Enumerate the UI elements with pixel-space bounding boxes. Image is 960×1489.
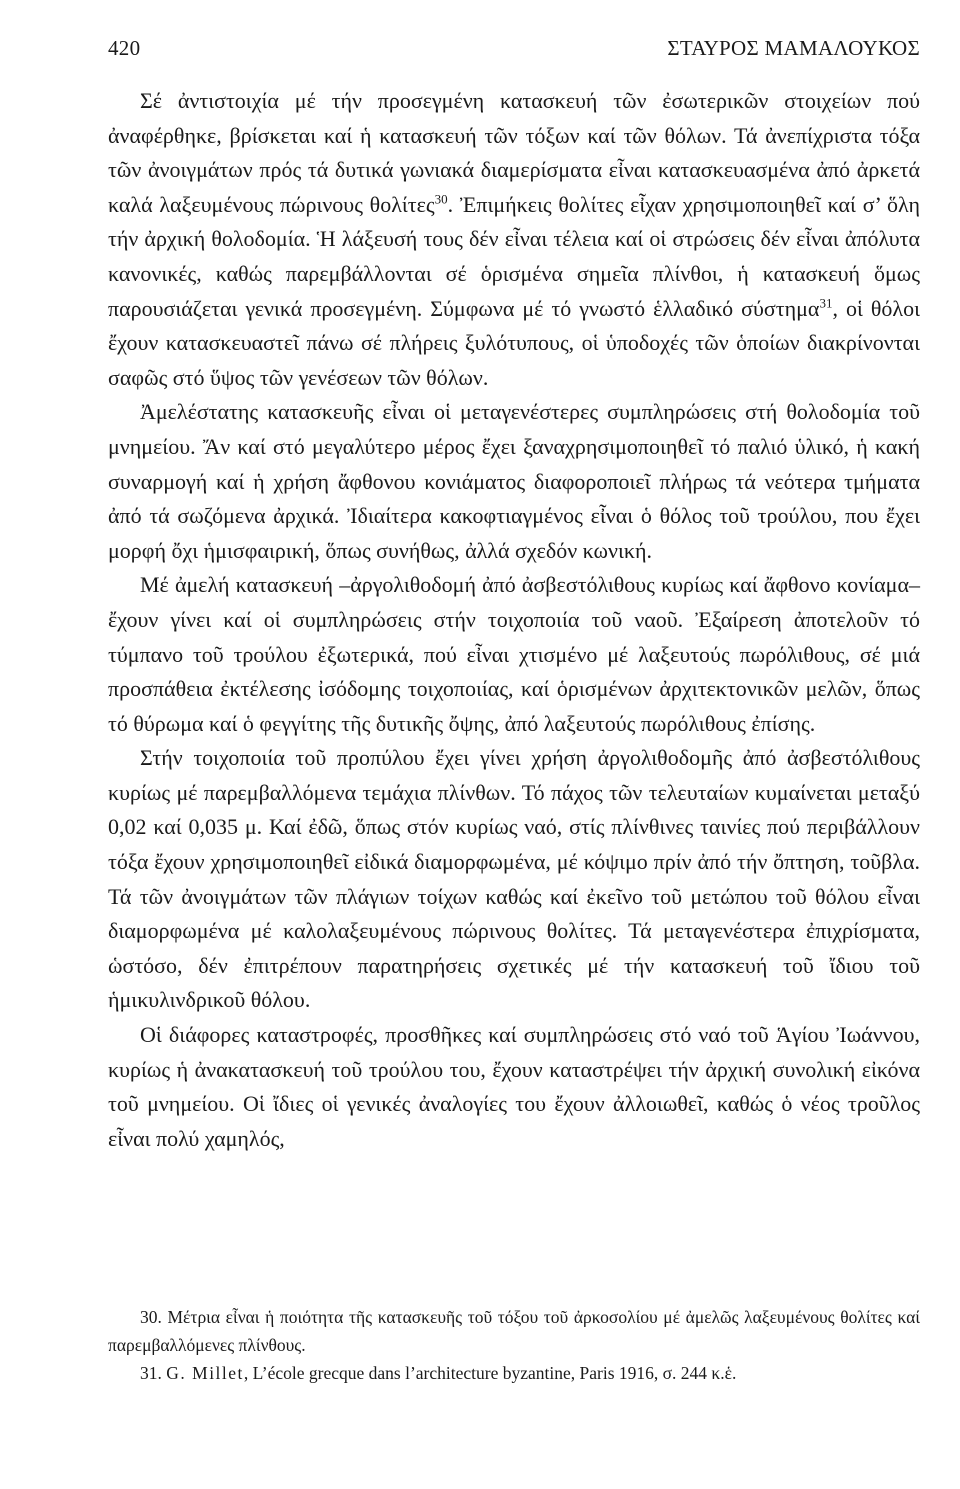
footnote-number: 30. <box>140 1307 162 1327</box>
footnote-number: 31. <box>140 1363 162 1383</box>
running-head <box>108 36 920 61</box>
page-number: 420 <box>108 36 141 60</box>
paragraph-text: Σέ ἀντιστοιχία μέ τήν προσεγμένη κατασκευή τῶν ἐσωτερικῶν στοιχείων πού ἀναφέρθηκε, βρίσκεται καί ἡ κατασκευή τῶν τόξων καί τῶν θόλων. Τά ἀνεπίχριστα τόξα τῶν ἀνοιγμάτων πρός τά δυτικά γωνιακά διαμερίσματα εἶναι κατασκευασμένα ἀπό ἀρκετά καλά λαξευμένους πώρινους θολίτες <box>108 88 920 217</box>
paragraph-2: Ἀμελέστατης κατασκευῆς εἶναι οἱ μεταγενέστερες συμπληρώσεις στή θολοδομία τοῦ μνημείου. Ἄν καί στό μεγαλύτερο μέρος ἔχει ξαναχρησιμοποιηθεῖ τό παλιό ὑλικό, ἡ κακή συναρμογή καί ἡ χρήση ἄφθονου κονιάματος διαφοροποιεῖ πλήρως τά νεότερα τμήματα ἀπό τά σωζόμενα ἀρχικά. Ἰδιαίτερα κακοφτιαγμένος εἶναι ὁ θόλος τοῦ τρούλου, που ἔχει μορφή ὄχι ἡμισφαιρική, ὅπως συνήθως, ἀλλά σχεδόν κωνική. <box>108 399 920 563</box>
footnotes <box>108 1303 920 1387</box>
running-title: ΣΤΑΥΡΟΣ ΜΑΜΑΛΟΥΚΟΣ <box>667 36 920 60</box>
footnote-ref-31[interactable]: 31 <box>819 295 833 311</box>
paragraph-1 <box>108 84 920 395</box>
paragraph-text: . Ἐπιμήκεις θολίτες εἶχαν χρησιμοποιηθεῖ καί σ’ ὅλη τήν ἀρχική θολοδομία. Ἡ λάξευσή τους δέν εἶναι τέλεια καί οἱ στρώσεις δέν εἶναι ἀπόλυτα κανονικές, καθώς παρεμβάλλονται σέ ὁρισμένα σημεῖα πλίνθοι, ἡ κατασκευή ὅμως παρουσιάζεται γενικά προσεγμένη. Σύμφωνα μέ τό γνωστό ἑλλαδικό σύστημα <box>108 191 921 321</box>
footnote-31 <box>108 1359 920 1387</box>
body-text <box>108 84 920 1156</box>
footnote-text: , L’école grecque dans l’architecture byzantine, Paris 1916, σ. 244 κ.ἑ. <box>243 1363 737 1383</box>
paragraph-5: Οἱ διάφορες καταστροφές, προσθῆκες καί συμπληρώσεις στό ναό τοῦ Ἁγίου Ἰωάννου, κυρίως ἡ ἀνακατασκευή τοῦ τρούλου του, ἔχουν καταστρέψει τήν ἀρχική συνολική εἰκόνα τοῦ μνημείου. Οἱ ἴδιες οἱ γενικές ἀναλογίες του ἔχουν ἀλλοιωθεῖ, καθώς ὁ νέος τροῦλος εἶναι πολύ χαμηλός, <box>108 1022 920 1151</box>
footnote-text: Μέτρια εἶναι ἡ ποιότητα τῆς κατασκευῆς τοῦ τόξου τοῦ ἀρκοσολίου μέ ἀμελῶς λαξευμένους θολίτες καί παρεμβαλλόμενες πλίνθους. <box>108 1307 920 1355</box>
footnote-author: G. Millet <box>166 1363 244 1383</box>
paragraph-text: , οἱ θόλοι ἔχουν κατασκευαστεῖ πάνω σέ πλήρεις ξυλότυπους, οἱ ὑποδοχές τῶν ὁποίων διακρίνονται σαφῶς στό ὕψος τῶν γενέσεων τῶν θόλων. <box>108 295 921 390</box>
paragraph-4: Στήν τοιχοποιία τοῦ προπύλου ἔχει γίνει χρήση ἀργολιθοδομῆς ἀπό ἀσβεστόλιθους κυρίως μέ παρεμβαλλόμενα τεμάχια πλίνθων. Τό πάχος τῶν τελευταίων κυμαίνεται μεταξύ 0,02 καί 0,035 μ. Καί ἐδῶ, ὅπως στόν κυρίως ναό, στίς πλίνθινες ταινίες πού περιβάλλουν τόξα ἔχουν χρησιμοποιηθεῖ εἰδικά διαμορφωμένα, μέ κόψιμο πρίν ἀπό τήν ὄπτηση, τοῦβλα. Τά τῶν ἀνοιγμάτων τῶν πλάγιων τοίχων καθώς καί ἐκεῖνο τοῦ μετώπου τοῦ θόλου εἶναι διαμορφωμένα μέ καλολαξευμένους πώρινους θολίτες. Τά μεταγενέστερα ἐπιχρίσματα, ὡστόσο, δέν ἐπιτρέπουν παρατηρήσεις σχετικές μέ τήν κατασκευή τοῦ ἴδιου τοῦ ἡμικυλινδρικοῦ θόλου. <box>108 745 920 1013</box>
paragraph-3: Μέ ἀμελή κατασκευή –ἀργολιθοδομή ἀπό ἀσβεστόλιθους κυρίως καί ἄφθονο κονίαμα– ἔχουν γίνει καί οἱ συμπληρώσεις στήν τοιχοποιία τοῦ ναοῦ. Ἐξαίρεση ἀποτελοῦν τό τύμπανο τοῦ τρούλου ἐξωτερικά, πού εἶναι χτισμένο μέ λαξευτούς πωρόλιθους, σέ μιά προσπάθεια ἐκτέλεσης ἰσόδομης τοιχοποιίας, καί ὁρισμένων ἀρχιτεκτονικῶν μελῶν, ὅπως τό θύρωμα καί ὁ φεγγίτης τῆς δυτικῆς ὄψης, ἀπό λαξευτούς πωρόλιθους ἐπίσης. <box>108 572 920 736</box>
footnote-30 <box>108 1303 920 1359</box>
footnote-ref-30[interactable]: 30 <box>434 191 448 207</box>
